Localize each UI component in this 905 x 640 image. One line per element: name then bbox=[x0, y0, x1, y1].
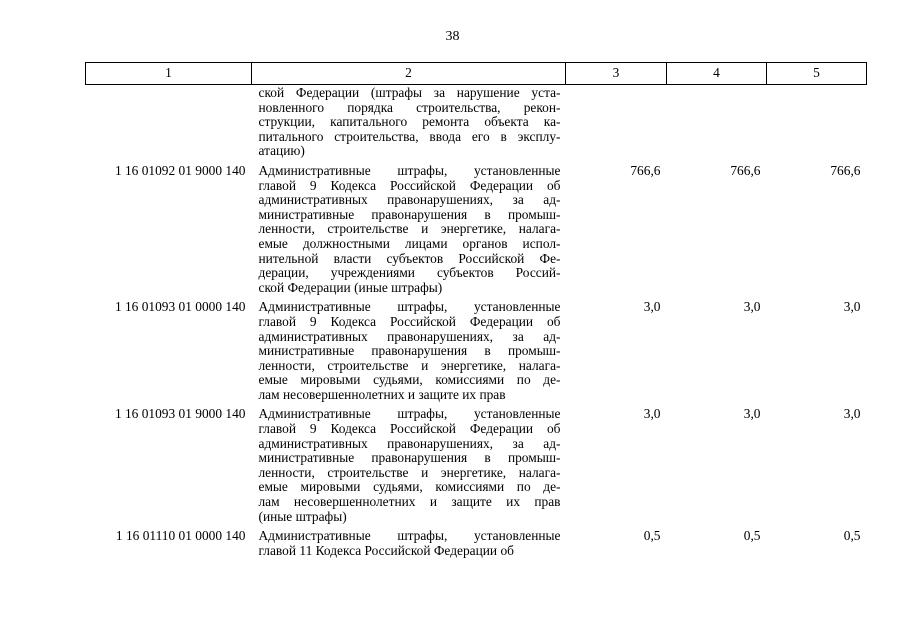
column-header-2: 2 bbox=[252, 63, 566, 85]
revenue-code-cell bbox=[86, 85, 252, 164]
description-line: административных правонарушениях, за ад- bbox=[258, 192, 561, 208]
description-line: ленности, строительстве и энергетике, налага- bbox=[258, 464, 561, 480]
description-cell bbox=[252, 164, 566, 300]
description-line: министративные правонарушения в промыш- bbox=[258, 206, 561, 222]
amount-cell-3 bbox=[566, 85, 667, 164]
table-row bbox=[86, 407, 867, 529]
revenue-code-cell: 1 16 01092 01 9000 140 bbox=[114, 162, 246, 178]
amount-cell-5: 0,5 bbox=[843, 528, 861, 544]
amount-cell-4: 0,5 bbox=[743, 528, 761, 544]
description-cell bbox=[252, 529, 566, 563]
table-row bbox=[86, 529, 867, 563]
description-line: струкции, капитального ремонта объекта ка- bbox=[258, 114, 561, 130]
description-line: Административные штрафы, установленные bbox=[258, 162, 561, 178]
amount-cell-4 bbox=[667, 85, 767, 164]
description-line: Административные штрафы, установленные bbox=[258, 299, 561, 315]
amount-cell-3: 3,0 bbox=[643, 299, 661, 315]
amount-cell-5 bbox=[767, 85, 867, 164]
revenue-code-cell: 1 16 01093 01 9000 140 bbox=[114, 406, 246, 422]
description-line: атацию) bbox=[258, 143, 305, 159]
table-header-row bbox=[86, 63, 867, 85]
description-cell bbox=[252, 300, 566, 407]
description-line: министративные правонарушения в промыш- bbox=[258, 450, 561, 466]
description-line: Административные штрафы, установленные bbox=[258, 406, 561, 422]
description-line: емые мировыми судьями, комиссиями по де- bbox=[258, 372, 561, 388]
description-line: емые мировыми судьями, комиссиями по де- bbox=[258, 479, 561, 495]
column-header-3: 3 bbox=[566, 63, 667, 85]
column-header-4: 4 bbox=[667, 63, 767, 85]
amount-cell-4: 766,6 bbox=[730, 162, 761, 178]
description-line: (иные штрафы) bbox=[258, 508, 347, 524]
amount-cell-4: 3,0 bbox=[743, 299, 761, 315]
amount-cell-5: 766,6 bbox=[830, 162, 861, 178]
amount-cell-3: 3,0 bbox=[643, 406, 661, 422]
budget-revenue-table bbox=[85, 62, 867, 563]
description-line: новленного порядка строительства, рекон- bbox=[258, 99, 561, 115]
column-header-1: 1 bbox=[86, 63, 252, 85]
description-line: административных правонарушениях, за ад- bbox=[258, 328, 561, 344]
description-line: главой 9 Кодекса Российской Федерации об bbox=[258, 177, 561, 193]
description-line: Административные штрафы, установленные bbox=[258, 528, 561, 544]
revenue-code-cell: 1 16 01093 01 0000 140 bbox=[114, 299, 246, 315]
description-line: главой 9 Кодекса Российской Федерации об bbox=[258, 313, 561, 329]
description-line: лам несовершеннолетних и защите их прав bbox=[258, 386, 506, 402]
amount-cell-3: 0,5 bbox=[643, 528, 661, 544]
column-header-5: 5 bbox=[767, 63, 867, 85]
table-row bbox=[86, 300, 867, 407]
description-cell bbox=[252, 85, 566, 164]
amount-cell-4: 3,0 bbox=[743, 406, 761, 422]
amount-cell-5: 3,0 bbox=[843, 406, 861, 422]
page-number: 38 bbox=[445, 29, 460, 44]
table-body bbox=[86, 85, 867, 564]
description-line: лам несовершеннолетних и защите их прав bbox=[258, 494, 561, 510]
description-line: ской Федерации (штрафы за нарушение уста- bbox=[258, 85, 561, 100]
description-line: ленности, строительстве и энергетике, налага- bbox=[258, 357, 561, 373]
table-row bbox=[86, 164, 867, 300]
description-line: питального строительства, ввода его в эксплу- bbox=[258, 128, 561, 144]
description-line: административных правонарушениях, за ад- bbox=[258, 435, 561, 451]
table-row bbox=[86, 85, 867, 164]
description-line: емые должностными лицами органов испол- bbox=[258, 235, 561, 251]
description-cell bbox=[252, 407, 566, 529]
description-line: дерации, учреждениями субъектов Россий- bbox=[258, 265, 561, 281]
description-line: министративные правонарушения в промыш- bbox=[258, 343, 561, 359]
description-line: ской Федерации (иные штрафы) bbox=[258, 279, 443, 295]
description-line: нительной власти субъектов Российской Фе- bbox=[258, 250, 561, 266]
revenue-code-cell: 1 16 01110 01 0000 140 bbox=[115, 528, 246, 544]
amount-cell-3: 766,6 bbox=[630, 162, 661, 178]
amount-cell-5: 3,0 bbox=[843, 299, 861, 315]
description-line: главой 9 Кодекса Российской Федерации об bbox=[258, 421, 561, 437]
description-line: главой 11 Кодекса Российской Федерации об bbox=[258, 542, 514, 558]
description-line: ленности, строительстве и энергетике, налага- bbox=[258, 221, 561, 237]
